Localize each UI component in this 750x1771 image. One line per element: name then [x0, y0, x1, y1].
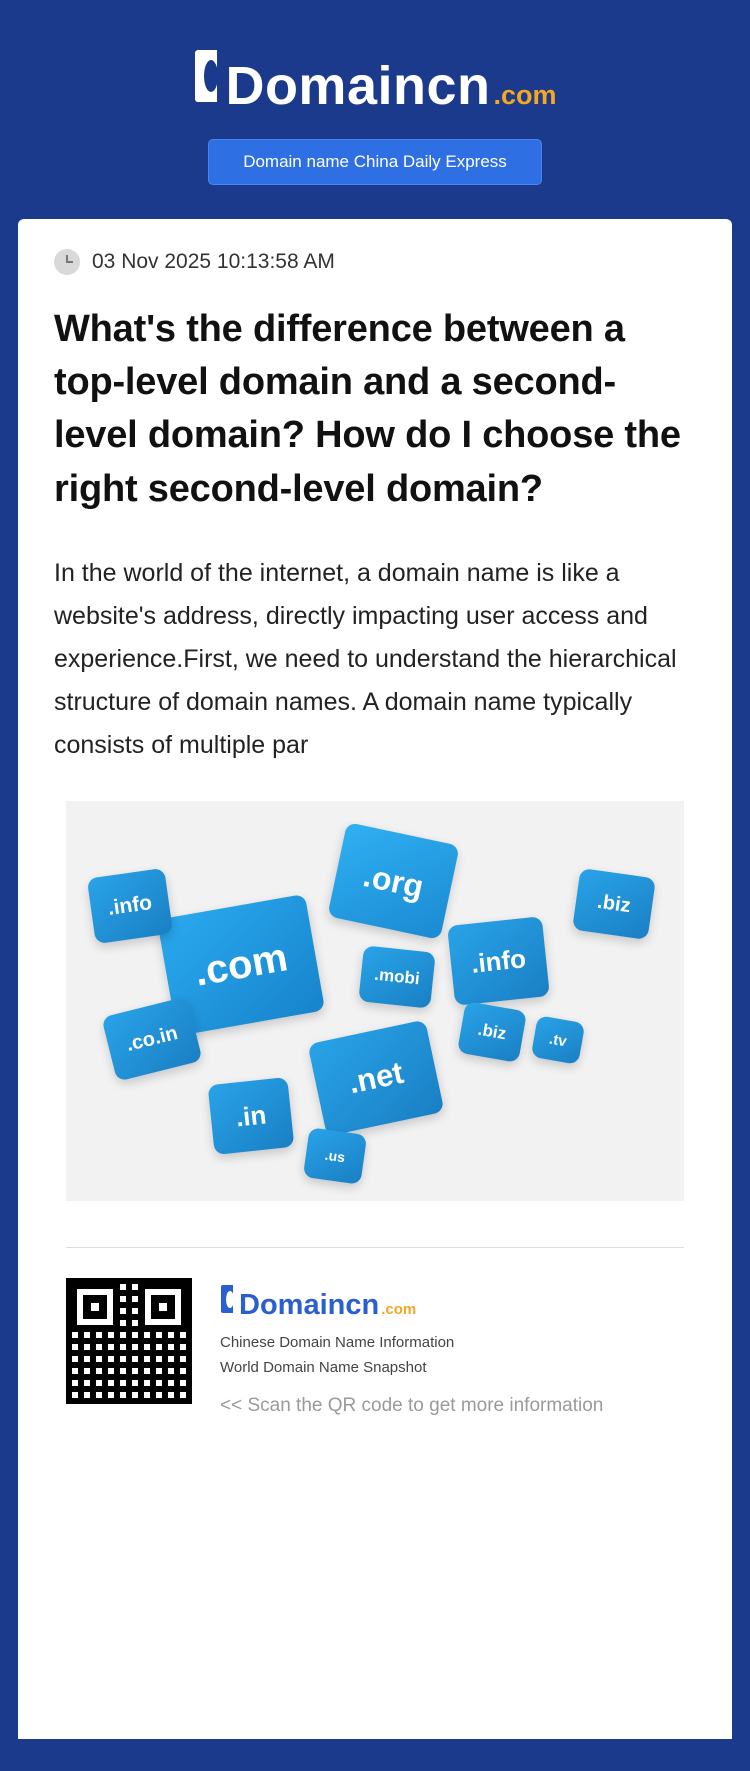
card-footer — [54, 1278, 696, 1417]
letter-d-icon — [193, 48, 223, 104]
article-meta — [54, 249, 696, 275]
banner-wrap — [0, 139, 750, 185]
tld-tile: .biz — [572, 868, 656, 940]
article-card — [18, 219, 732, 1739]
tld-tile: .tv — [531, 1015, 586, 1065]
clock-icon — [54, 249, 80, 275]
page-title: What's the difference between a top-level domain and a second-level domain? How do I choose the right second-level domain? — [54, 308, 681, 510]
daily-express-banner[interactable]: Domain name China Daily Express — [208, 139, 542, 185]
letter-d-icon — [220, 1284, 237, 1314]
footer-logo-text: Domaincn — [239, 1288, 380, 1321]
footer-logo[interactable] — [220, 1284, 603, 1320]
tld-tile: .mobi — [358, 945, 435, 1008]
footer-info — [220, 1278, 603, 1417]
footer-line-1: Chinese Domain Name Information — [220, 1333, 455, 1351]
tld-tile: .us — [303, 1127, 367, 1185]
article-timestamp: 03 Nov 2025 10:13:58 AM — [92, 250, 335, 273]
tld-tile: .com — [157, 894, 325, 1036]
footer-divider — [66, 1247, 684, 1248]
footer-line-2: World Domain Name Snapshot — [220, 1359, 427, 1377]
tld-tile: .in — [208, 1077, 295, 1155]
scan-hint: << Scan the QR code to get more information — [220, 1394, 604, 1416]
tld-tile: .biz — [457, 1001, 527, 1063]
article-body: In the world of the internet, a domain name is like a website's address, directly impacting user access and experience.First, we need to understand the hierarchical structure of domain names. A domain name typically consists of multiple par — [54, 558, 677, 759]
footer-logo-suffix: .com — [381, 1300, 417, 1318]
tld-tile: .info — [447, 916, 550, 1005]
tld-tile: .co.in — [101, 996, 202, 1081]
site-logo-suffix: .com — [493, 80, 557, 110]
tld-tile: .org — [327, 822, 459, 940]
site-logo-text: Domaincn — [225, 56, 491, 116]
tld-tile: .info — [87, 868, 173, 944]
tld-tile: .net — [308, 1019, 445, 1136]
site-logo[interactable] — [193, 48, 557, 116]
qr-code-icon[interactable] — [66, 1278, 192, 1404]
site-header — [0, 0, 750, 219]
domain-extensions-illustration — [66, 801, 684, 1201]
